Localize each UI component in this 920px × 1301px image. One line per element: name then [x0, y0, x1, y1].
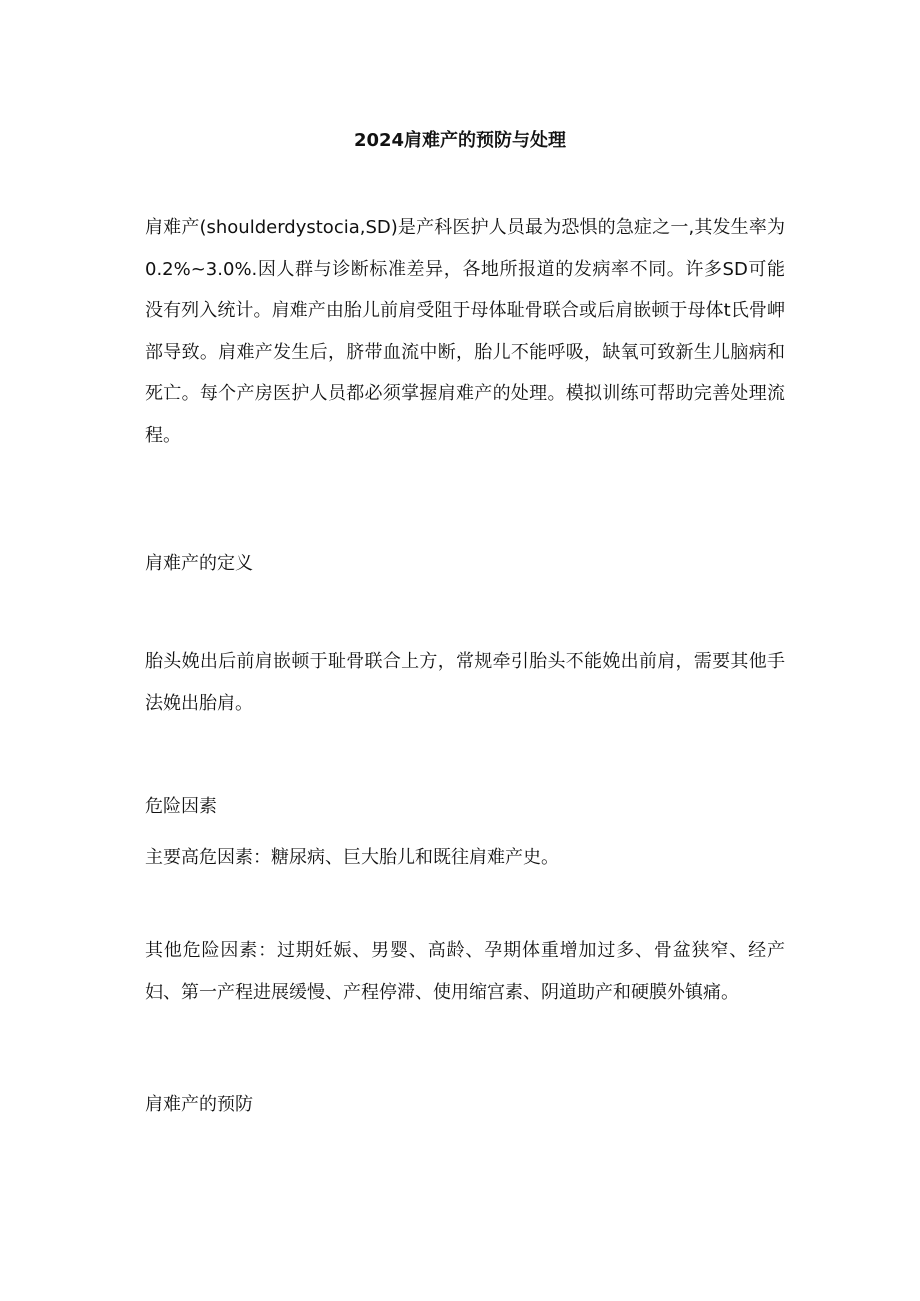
definition-heading: 肩难产的定义 [145, 553, 253, 574]
risk-factors-main: 主要高危因素：糖尿病、巨大胎儿和既往肩难产史。 [145, 847, 559, 868]
risk-factors-other: 其他危险因素：过期妊娠、男婴、高龄、孕期体重增加过多、骨盆狭窄、经产妇、第一产程进展缓慢、产程停滞、使用缩宫素、阴道助产和硬膜外镇痛。 [145, 940, 785, 1003]
intro-paragraph: 肩难产(shoulderdystocia,SD)是产科医护人员最为恐惧的急症之一,其发生率为0.2%~3.0%.因人群与诊断标准差异，各地所报道的发病率不同。许多SD可能没有列入统计。肩难产由胎儿前肩受阻于母体耻骨联合或后肩嵌顿于母体t氏骨岬部导致。肩难产发生后，脐带血流中断，胎儿不能呼吸，缺氧可致新生儿脑病和死亡。每个产房医护人员都必须掌握肩难产的处理。模拟训练可帮助完善处理流程。 [145, 217, 785, 446]
prevention-heading: 肩难产的预防 [145, 1094, 253, 1115]
document-title: 2024肩难产的预防与处理 [353, 130, 567, 151]
definition-paragraph: 胎头娩出后前肩嵌顿于耻骨联合上方，常规牵引胎头不能娩出前肩，需要其他手法娩出胎肩。 [145, 651, 785, 714]
risk-factors-heading: 危险因素 [145, 796, 217, 817]
